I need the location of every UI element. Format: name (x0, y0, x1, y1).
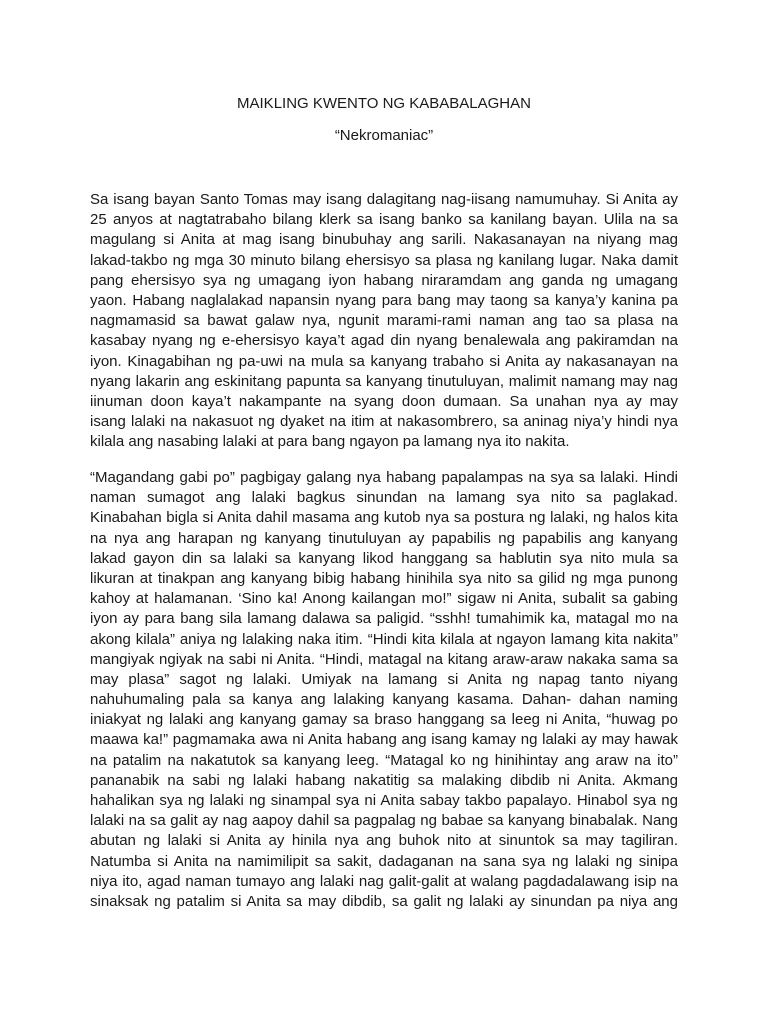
paragraph-line: nyang lakarin ang eskinitang papunta sa kanyang tinutuluyan, malimit namang may nag (90, 372, 678, 390)
story-paragraph-1 (90, 190, 678, 452)
paragraph-line: niya ito, agad naman tumayo ang lalaki nag galit-galit at walang pagdadalawang isip na (90, 872, 678, 890)
paragraph-line: iinuman doon kaya’t nakampante na syang doon dumaan. Sa unahan nya ay may (90, 392, 678, 410)
paragraph-line: Natumba si Anita na namimilipit sa sakit, dadaganan na sana sya ng lalaki ng sinipa (90, 852, 678, 870)
paragraph-line: Kinabahan bigla si Anita dahil masama ang kutob nya sa postura ng lalaki, ng halos kita (90, 509, 678, 527)
paragraph-line: hahalikan sya ng lalaki ng sinampal sya ni Anita sabay takbo papalayo. Hinabol sya ng (90, 792, 678, 809)
paragraph-line: naman sumagot ang lalaki bagkus sinundan na lamang sya nito sa paglakad. (90, 489, 678, 507)
paragraph-line: likuran at tinakpan ang kanyang bibig habang hinihila sya nito sa gilid ng mga punong (90, 569, 678, 587)
paragraph-line: lalaki na sa galit ay nag aapoy dahil sa pagpalag ng babae sa kanyang binabalak. Nang (90, 812, 678, 830)
paragraph-line: kasabay nyang ng e-ehersisyo kaya’t agad din nyang benalewala ang pakiramdan na (90, 332, 678, 350)
paragraph-line: mangiyak ngiyak na sabi ni Anita. “Hindi, matagal na kitang araw-araw nakaka sama sa (90, 650, 678, 668)
story-paragraph-2 (90, 468, 678, 912)
document-title: MAIKLING KWENTO NG KABABALAGHAN (237, 95, 531, 112)
paragraph-line: na patalim na nakatutok sa kanyang leeg. “Matagal ko ng hinihintay ang araw na ito” (90, 751, 678, 769)
paragraph-line: maawa ka!” pagmamaka awa ni Anita habang ang isang kamay ng lalaki ay may hawak (90, 731, 678, 749)
paragraph-line: isang lalaki na nakasuot ng dyaket na itim at nakasombrero, sa aninag niya’y hindi nya (90, 413, 678, 431)
paragraph-line: kilala ang nasabing lalaki at para bang ngayon pa lamang nya ito nakita. (90, 433, 570, 451)
paragraph-line: lakad-takbo ng mga 30 minuto bilang ehersisyo sa plasa ng kanilang lugar. Naka damit (90, 251, 678, 269)
paragraph-line: pananabik na sabi ng lalaki habang nakatitig sa malaking dibdib ni Anita. Akmang (90, 771, 678, 789)
paragraph-line: iyon. Kinagabihan ng pa-uwi na mula sa kanyang trabaho si Anita ay nakasanayan na (90, 352, 678, 370)
paragraph-line: na nya ang harapan ng kanyang tinutuluyan ay papabilis ng papabilis ang kanyang (90, 529, 678, 547)
paragraph-line: iyon ay para bang sila lamang dalawa sa paligid. “sshh! tumahimik ka, matagal mo na (90, 610, 678, 628)
paragraph-line: “Magandang gabi po” pagbigay galang nya habang papalampas na sya sa lalaki. Hindi (90, 469, 678, 486)
paragraph-line: akong kilala” aniya ng lalaking naka itim. “Hindi kita kilala at ngayon lamang kita nakita” (90, 630, 678, 648)
document-subtitle: “Nekromaniac” (334, 127, 434, 144)
paragraph-line: sinaksak ng patalim si Anita sa may dibdib, sa galit ng lalaki ay sinundan pa niya ang (90, 892, 678, 910)
paragraph-line: may plasa” sagot ng lalaki. Umiyak na lamang si Anita ng napag tanto niyang (90, 670, 678, 688)
paragraph-line: pang ehersisyo sya ng umagang iyon habang niraramdam ang ganda ng umagang (90, 271, 678, 289)
paragraph-line: abutan ng lalaki si Anita ay hinila nya ang buhok nito at sinuntok sa may tagiliran. (90, 832, 678, 850)
paragraph-line: lakad gayon din sa lalaki sa kanyang likod hanggang sa hablutin sya nito mula sa (90, 549, 678, 567)
paragraph-line: 25 anyos at nagtatrabaho bilang klerk sa isang banko sa kanilang bayan. Ulila na sa (90, 211, 678, 229)
paragraph-line: iniakyat ng lalaki ang kanyang gamay sa braso hanggang sa leeg ni Anita, “huwag po (90, 711, 678, 729)
paragraph-line: Sa isang bayan Santo Tomas may isang dalagitang nag-iisang namumuhay. Si Anita ay (90, 191, 678, 208)
paragraph-line: yaon. Habang naglalakad napansin nyang para bang may taong sa kanya’y kanina pa (90, 291, 678, 309)
paragraph-line: kahoy at halamanan. ‘Sino ka! Anong kailangan mo!” sigaw ni Anita, subalit sa gabing (90, 590, 678, 608)
paragraph-line: nagmamasid sa bawat galaw nya, ngunit marami-rami naman ang tao sa plasa na (90, 312, 678, 330)
paragraph-line: nahuhumaling pala sa kanya ang lalaking kanyang kasama. Dahan- dahan naming (90, 691, 678, 709)
paragraph-line: magulang si Anita at mag isang binubuhay ang sarili. Nakasanayan na niyang mag (90, 231, 678, 249)
